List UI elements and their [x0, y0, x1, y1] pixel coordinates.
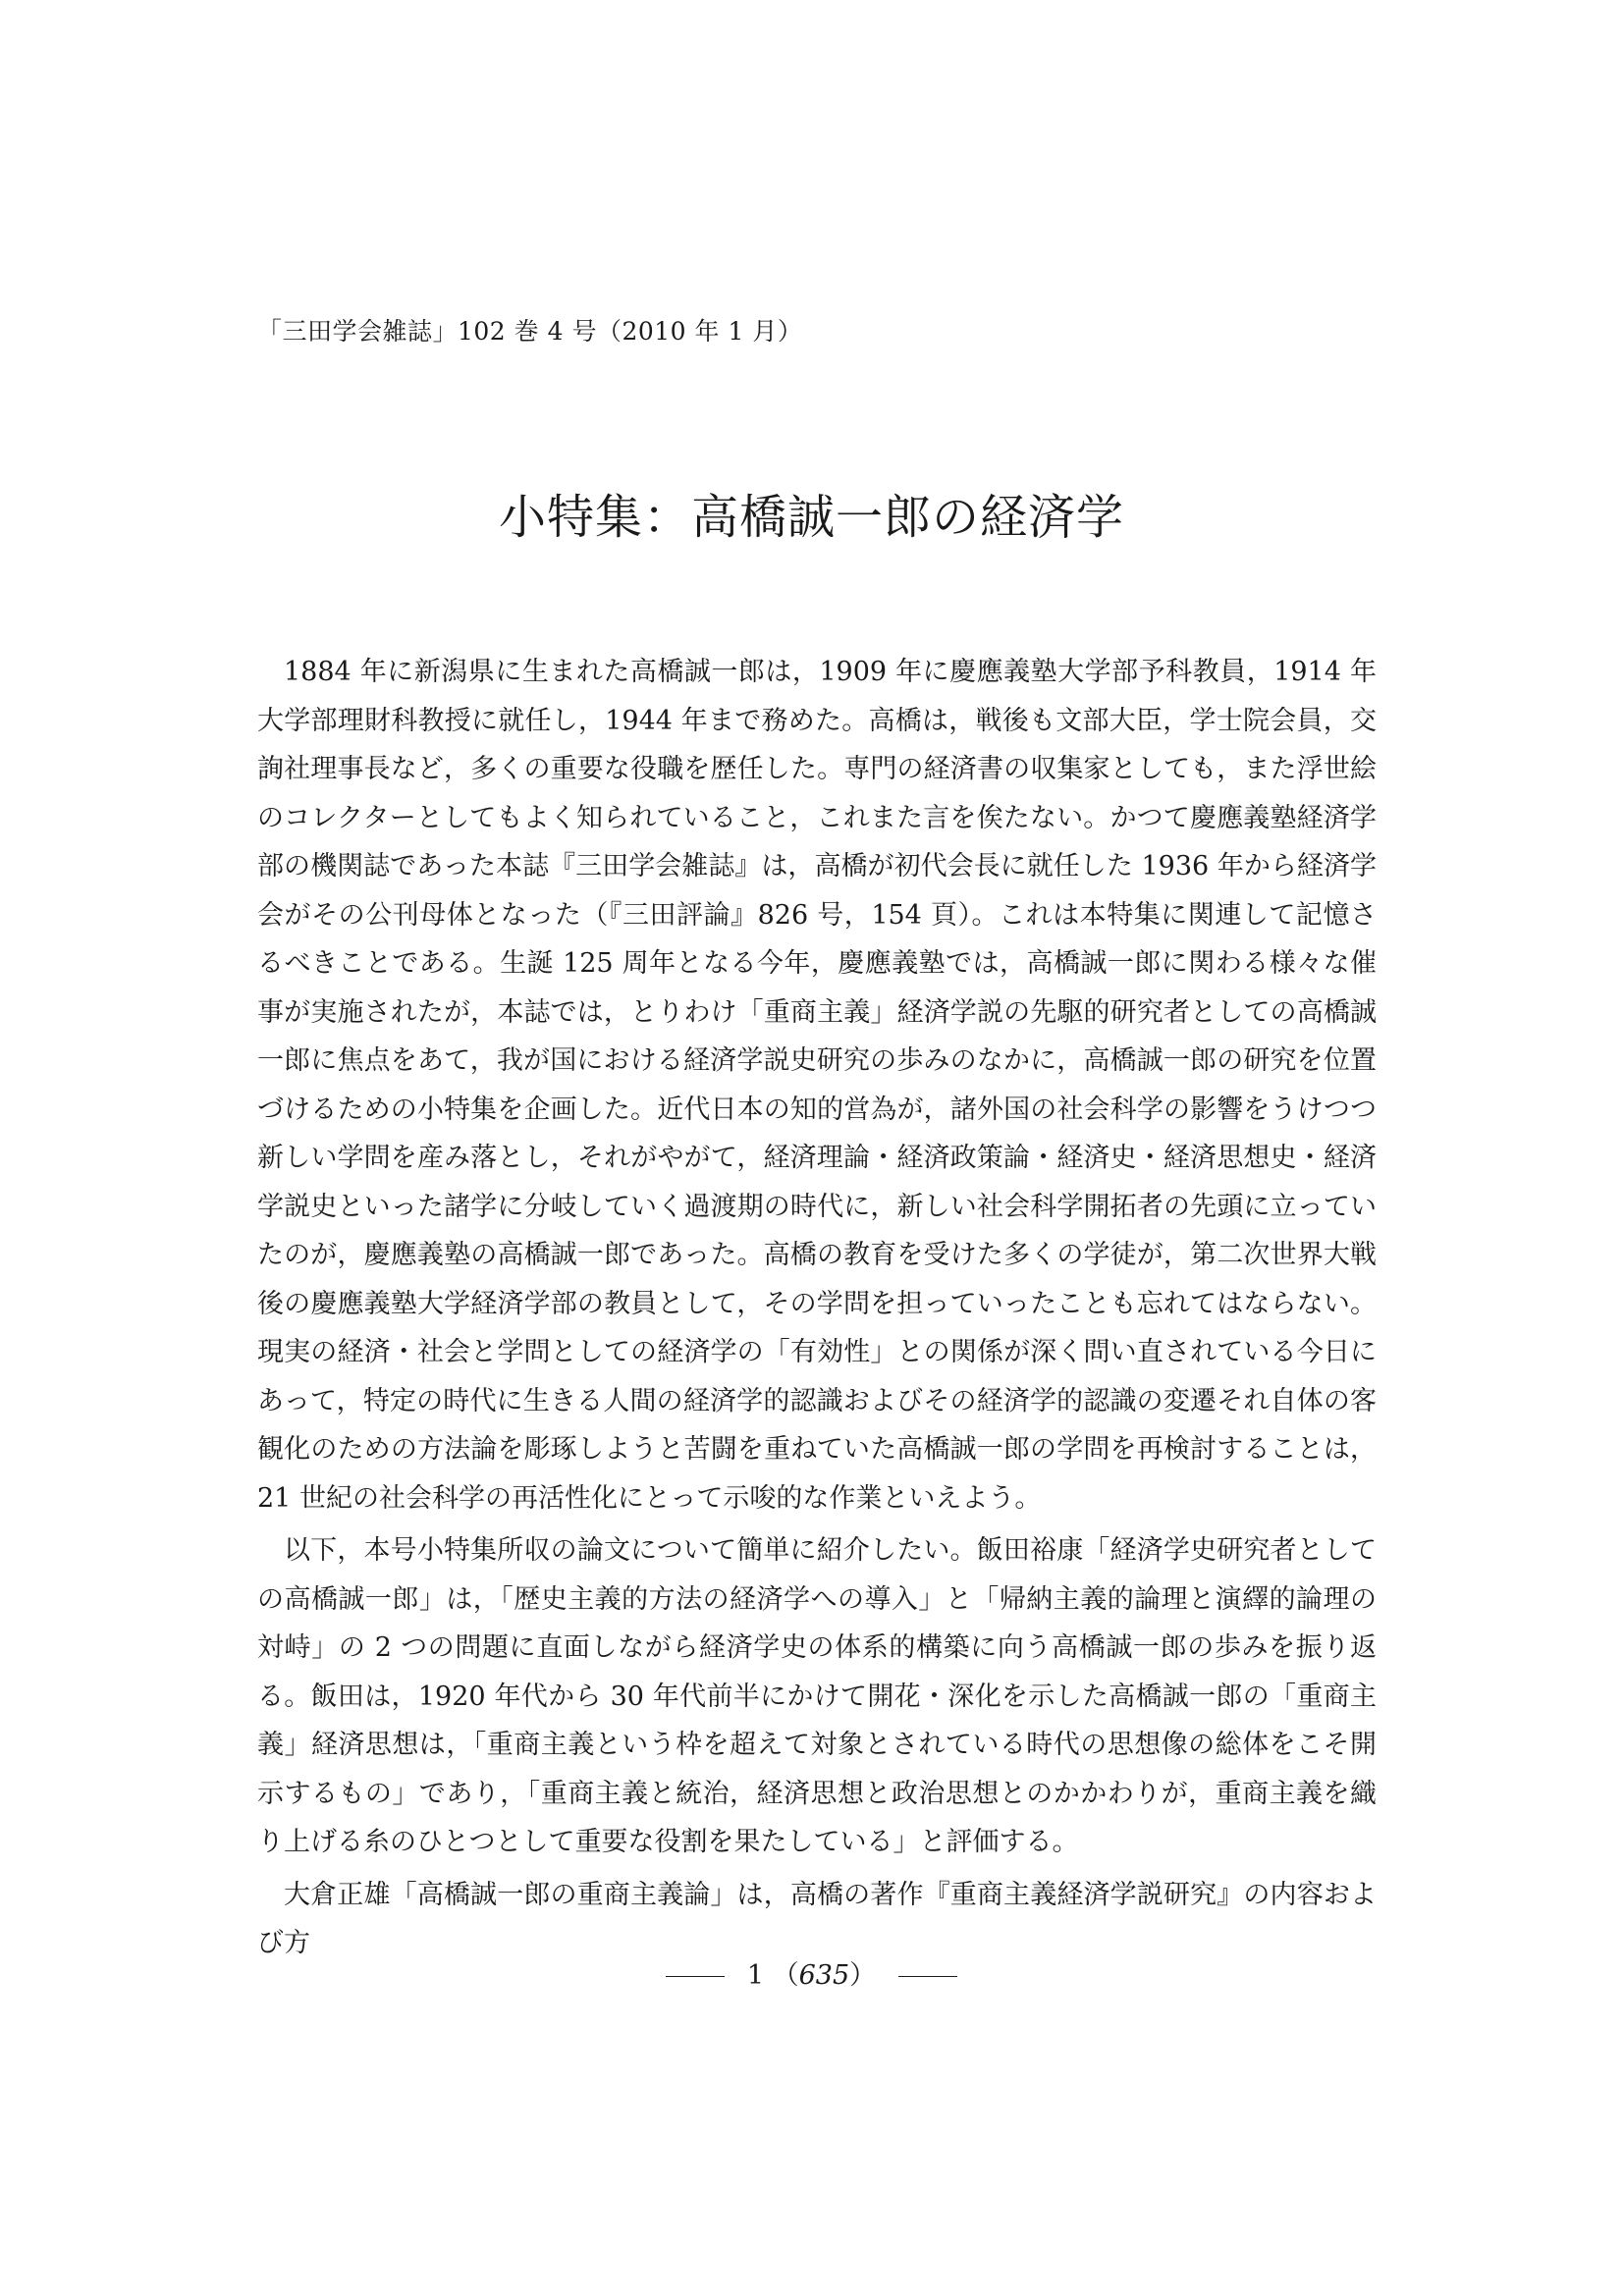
original-page-number: （635） [772, 1960, 877, 1991]
footer-rule-right [898, 1976, 957, 1977]
footer-rule-left [666, 1976, 725, 1977]
page-number: 1 [746, 1960, 765, 1991]
paragraph-summary-okura: 大倉正雄「高橋誠一郎の重商主義論」は，高橋の著作『重商主義経済学説研究』の内容および方 [257, 1879, 1377, 1958]
article-title: 小特集：高橋誠一郎の経済学 [498, 490, 1124, 545]
body-text [257, 648, 1377, 1972]
original-page-value: 635 [798, 1960, 850, 1991]
page-footer [0, 1953, 1623, 1992]
paragraph-intro: 1884 年に新潟県に生まれた高橋誠一郎は，1909 年に慶應義塾大学部予科教員，1914 年大学部理財科教授に就任し，1944 年まで務めた。高橋は，戦後も文部大臣，学士院会員，交詢社理事長など，多くの重要な役職を歴任した。専門の経済書の収集家としても，また浮世絵のコレクターとしてもよく知られていること，これまた言を俟たない。かつて慶應義塾経済学部の機関誌であった本誌『三田学会雑誌』は，高橋が初代会長に就任した 1936 年から経済学会がその公刊母体となった（『三田評論』826 号，154 頁）。これは本特集に関連して記憶さるべきことである。生誕 125 周年となる今年，慶應義塾では，高橋誠一郎に関わる様々な催事が実施されたが，本誌では，とりわけ「重商主義」経済学説の先駆的研究者としての高橋誠一郎に焦点をあて，我が国における経済学説史研究の歩みのなかに，高橋誠一郎の研究を位置づけるための小特集を企画した。近代日本の知的営為が，諸外国の社会科学の影響をうけつつ新しい学問を産み落とし，それがやがて，経済理論・経済政策論・経済史・経済思想史・経済学説史といった諸学に分岐していく過渡期の時代に，新しい社会科学開拓者の先頭に立っていたのが，慶應義塾の高橋誠一郎であった。高橋の教育を受けた多くの学徒が，第二次世界大戦後の慶應義塾大学経済学部の教員として，その学問を担っていったことも忘れてはならない。現実の経済・社会と学問としての経済学の「有効性」との関係が深く問い直されている今日にあって，特定の時代に生きる人間の経済学的認識およびその経済学的認識の変遷それ自体の客観化のための方法論を彫琢しようと苦闘を重ねていた高橋誠一郎の学問を再検討することは，21 世紀の社会科学の再活性化にとって示唆的な作業といえよう。 [257, 657, 1377, 1514]
journal-header: 「三田学会雑誌」102 巻 4 号（2010 年 1 月） [257, 317, 803, 346]
paragraph-summary-iida: 以下，本号小特集所収の論文について簡単に紹介したい。飯田裕康「経済学史研究者としての高橋誠一郎」は，「歴史主義的方法の経済学への導入」と「帰納主義的論理と演繹的論理の対峙」の 2 つの問題に直面しながら経済学史の体系的構築に向う高橋誠一郎の歩みを振り返る。飯田は，1920 年代から 30 年代前半にかけて開花・深化を示した高橋誠一郎の「重商主義」経済思想は，「重商主義という枠を超えて対象とされている時代の思想像の総体をこそ開示するもの」であり，「重商主義と統治，経済思想と政治思想とのかかわりが，重商主義を織り上げる糸のひとつとして重要な役割を果たしている」と評価する。 [257, 1535, 1377, 1857]
